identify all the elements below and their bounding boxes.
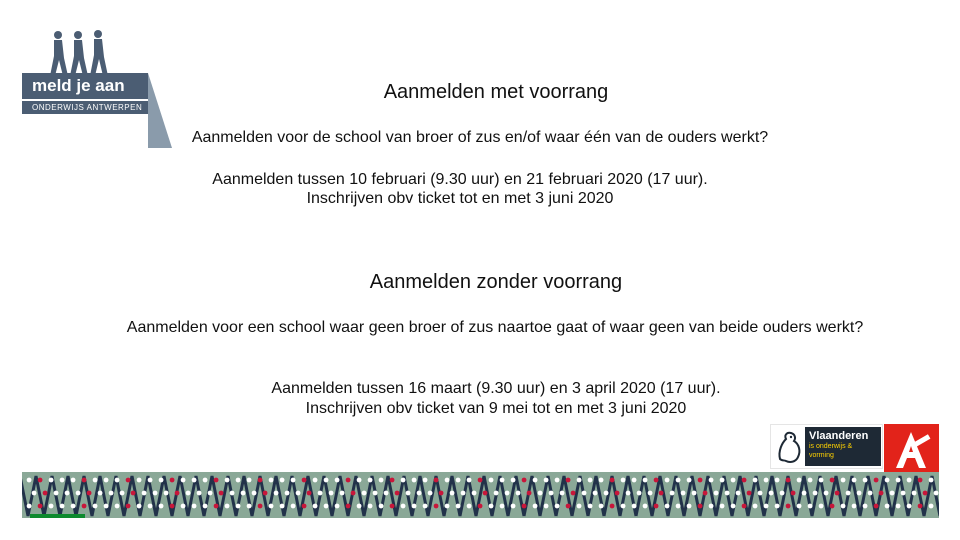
pattern-dot <box>164 491 169 496</box>
pattern-dot <box>868 491 873 496</box>
pattern-dot <box>775 504 780 509</box>
pattern-dot <box>791 491 796 496</box>
pattern-dot <box>780 491 785 496</box>
pattern-dot <box>120 491 125 496</box>
pattern-dot <box>32 491 37 496</box>
pattern-dot <box>307 491 312 496</box>
pattern-dot <box>500 478 505 483</box>
pattern-dot <box>203 504 208 509</box>
pattern-dot <box>648 491 653 496</box>
pattern-dot <box>626 491 631 496</box>
pattern-dot <box>720 478 725 483</box>
pattern-dot <box>725 491 730 496</box>
pattern-dot <box>577 478 582 483</box>
pattern-dot <box>731 478 736 483</box>
pattern-dot <box>269 478 274 483</box>
pattern-dot <box>775 478 780 483</box>
vlaanderen-text-block <box>805 427 881 466</box>
pattern-dot <box>362 491 367 496</box>
pattern-dot <box>511 478 516 483</box>
pattern-dot <box>687 504 692 509</box>
pattern-dot <box>830 504 835 509</box>
pattern-dot <box>742 478 747 483</box>
pattern-dot <box>76 491 81 496</box>
pattern-dot <box>588 504 593 509</box>
pattern-dot <box>181 504 186 509</box>
pattern-dot <box>49 504 54 509</box>
pattern-dot <box>566 504 571 509</box>
pattern-dot <box>236 478 241 483</box>
pattern-dot <box>93 478 98 483</box>
pattern-dot <box>643 504 648 509</box>
pattern-dot <box>857 491 862 496</box>
pattern-dot <box>137 504 142 509</box>
pattern-dot <box>692 491 697 496</box>
pattern-dot <box>401 504 406 509</box>
question-zonder-voorrang: Aanmelden voor een school waar geen broer of zus naartoe gaat of waar geen van beide ouders werkt? <box>126 319 864 336</box>
pattern-dot <box>340 491 345 496</box>
pattern-dot <box>665 478 670 483</box>
pattern-dot <box>588 478 593 483</box>
pattern-dot <box>494 491 499 496</box>
pattern-dot <box>170 504 175 509</box>
pattern-dot <box>368 504 373 509</box>
pattern-dot <box>170 478 175 483</box>
pattern-dot <box>192 504 197 509</box>
pattern-dot <box>610 478 615 483</box>
pattern-dot <box>186 491 191 496</box>
pattern-dot <box>406 491 411 496</box>
pattern-dot <box>412 478 417 483</box>
pattern-dot <box>379 478 384 483</box>
pattern-dot <box>467 478 472 483</box>
pattern-dot <box>654 504 659 509</box>
pattern-dot <box>797 478 802 483</box>
pattern-dot <box>456 478 461 483</box>
period-zonder-voorrang-line2: Inschrijven obv ticket van 9 mei tot en met 3 juni 2020 <box>305 400 687 417</box>
pattern-dot <box>219 491 224 496</box>
pattern-dot <box>428 491 433 496</box>
pattern-dot <box>890 491 895 496</box>
pattern-dot <box>445 504 450 509</box>
pattern-dot <box>808 478 813 483</box>
pattern-dot <box>60 478 65 483</box>
pattern-dot <box>38 478 43 483</box>
pattern-dot <box>830 478 835 483</box>
pattern-dot <box>786 478 791 483</box>
period-zonder-voorrang-line1: Aanmelden tussen 16 maart (9.30 uur) en 3 april 2020 (17 uur). <box>271 380 721 397</box>
pattern-dot <box>907 478 912 483</box>
pattern-dot <box>225 504 230 509</box>
pattern-dot <box>214 478 219 483</box>
pattern-dot <box>720 504 725 509</box>
pattern-dot <box>522 504 527 509</box>
pattern-dot <box>582 491 587 496</box>
pattern-dot <box>731 504 736 509</box>
pattern-dot <box>318 491 323 496</box>
pattern-dot <box>929 504 934 509</box>
pattern-dot <box>516 491 521 496</box>
pattern-dot <box>417 491 422 496</box>
heading-zonder-voorrang: Aanmelden zonder voorrang <box>369 271 623 293</box>
pattern-dot <box>670 491 675 496</box>
pattern-dot <box>703 491 708 496</box>
pattern-dot <box>632 504 637 509</box>
pattern-dot <box>841 478 846 483</box>
pattern-dot <box>104 504 109 509</box>
pattern-dot <box>274 491 279 496</box>
pattern-dot <box>786 504 791 509</box>
pattern-dot <box>263 491 268 496</box>
pattern-dot <box>313 478 318 483</box>
pattern-dot <box>918 504 923 509</box>
pattern-dot <box>533 504 538 509</box>
pattern-dot <box>49 478 54 483</box>
pattern-dot <box>654 478 659 483</box>
vlaanderen-tagline: is onderwijs & vorming <box>809 443 853 459</box>
pattern-dot <box>621 504 626 509</box>
pattern-dot <box>709 478 714 483</box>
pattern-dot <box>126 478 131 483</box>
pattern-dot <box>769 491 774 496</box>
pattern-dot <box>566 478 571 483</box>
pattern-dot <box>747 491 752 496</box>
pattern-dot <box>698 504 703 509</box>
pattern-dot <box>329 491 334 496</box>
pattern-dot <box>434 504 439 509</box>
pattern-dot <box>643 478 648 483</box>
logo-title: meld je aan <box>22 73 148 99</box>
pattern-dot <box>665 504 670 509</box>
pattern-dot <box>203 478 208 483</box>
antwerpen-a-icon <box>884 424 939 474</box>
pattern-dot <box>208 491 213 496</box>
pattern-dot <box>874 478 879 483</box>
pattern-dot <box>874 504 879 509</box>
pattern-dot <box>478 478 483 483</box>
flemish-lion-icon <box>774 429 804 466</box>
pattern-dot <box>148 478 153 483</box>
pattern-dot <box>555 504 560 509</box>
pattern-dot <box>687 478 692 483</box>
pattern-dot <box>923 491 928 496</box>
pattern-dot <box>384 491 389 496</box>
pattern-dot <box>555 478 560 483</box>
pattern-dot <box>456 504 461 509</box>
pattern-dot <box>285 491 290 496</box>
pattern-dot <box>54 491 59 496</box>
pattern-dot <box>852 504 857 509</box>
pattern-dot <box>379 504 384 509</box>
pattern-dot <box>709 504 714 509</box>
pattern-dot <box>544 504 549 509</box>
question-met-voorrang: Aanmelden voor de school van broer of zus en/of waar één van de ouders werkt? <box>191 129 769 146</box>
pattern-dot <box>115 504 120 509</box>
pattern-dot <box>175 491 180 496</box>
pattern-dot <box>714 491 719 496</box>
period-met-voorrang-line2: Inschrijven obv ticket tot en met 3 juni 2020 <box>306 190 614 207</box>
pattern-dot <box>758 491 763 496</box>
pattern-dot <box>225 478 230 483</box>
pattern-dot <box>764 504 769 509</box>
vlaanderen-name: Vlaanderen <box>809 430 869 442</box>
pattern-dot <box>401 478 406 483</box>
pattern-dot <box>571 491 576 496</box>
pattern-dot <box>109 491 114 496</box>
pattern-dot <box>863 478 868 483</box>
pattern-dot <box>544 478 549 483</box>
pattern-dot <box>841 504 846 509</box>
pattern-dot <box>93 504 98 509</box>
pattern-dot <box>269 504 274 509</box>
pattern-dot <box>252 491 257 496</box>
pattern-dot <box>258 504 263 509</box>
pattern-dot <box>659 491 664 496</box>
green-accent-bar <box>30 514 85 518</box>
pattern-dot <box>142 491 147 496</box>
antwerpen-a-logo <box>884 424 939 474</box>
vlaanderen-logo <box>770 424 883 469</box>
pattern-dot <box>346 478 351 483</box>
pattern-dot <box>852 478 857 483</box>
pattern-dot <box>159 478 164 483</box>
pattern-dot <box>390 504 395 509</box>
pattern-dot <box>302 478 307 483</box>
pattern-dot <box>412 504 417 509</box>
pattern-dot <box>511 504 516 509</box>
pattern-dot <box>907 504 912 509</box>
pattern-dot <box>445 478 450 483</box>
pattern-dot <box>901 491 906 496</box>
pattern-dot <box>291 478 296 483</box>
pattern-dot <box>632 478 637 483</box>
pattern-dot <box>879 491 884 496</box>
pattern-dot <box>82 478 87 483</box>
heading-met-voorrang: Aanmelden met voorrang <box>383 81 609 103</box>
pattern-dot <box>934 491 939 496</box>
pattern-dot <box>802 491 807 496</box>
pattern-dot <box>472 491 477 496</box>
pattern-dot <box>27 504 32 509</box>
pattern-dot <box>896 478 901 483</box>
pattern-dot <box>835 491 840 496</box>
pattern-dot <box>505 491 510 496</box>
pattern-dot <box>896 504 901 509</box>
pattern-dot <box>236 504 241 509</box>
pattern-dot <box>423 478 428 483</box>
pattern-dot <box>527 491 532 496</box>
pattern-dot <box>258 478 263 483</box>
pattern-dot <box>676 478 681 483</box>
pattern-dot <box>346 504 351 509</box>
pattern-dot <box>538 491 543 496</box>
walking-people-icon <box>46 30 136 78</box>
pattern-dot <box>335 478 340 483</box>
pattern-dot <box>621 478 626 483</box>
pattern-dot <box>324 478 329 483</box>
pattern-dot <box>137 478 142 483</box>
pattern-dot <box>395 491 400 496</box>
pattern-dot <box>604 491 609 496</box>
pattern-dot <box>483 491 488 496</box>
pattern-dot <box>797 504 802 509</box>
pattern-dot <box>912 491 917 496</box>
pattern-dot <box>819 478 824 483</box>
pattern-dot <box>522 478 527 483</box>
pattern-dot <box>27 478 32 483</box>
pattern-dot <box>214 504 219 509</box>
pattern-dot <box>181 478 186 483</box>
pattern-dot <box>681 491 686 496</box>
pattern-dot <box>929 478 934 483</box>
pattern-dot <box>291 504 296 509</box>
pattern-dot <box>351 491 356 496</box>
pattern-dot <box>192 478 197 483</box>
pattern-dot <box>549 491 554 496</box>
pattern-dot <box>280 478 285 483</box>
pattern-dot <box>610 504 615 509</box>
pattern-dot <box>753 504 758 509</box>
pattern-dot <box>373 491 378 496</box>
pattern-dot <box>71 504 76 509</box>
pattern-dot <box>71 478 76 483</box>
pattern-dot <box>824 491 829 496</box>
pattern-dot <box>313 504 318 509</box>
pattern-dot <box>60 504 65 509</box>
pattern-dot <box>698 478 703 483</box>
pattern-dot <box>615 491 620 496</box>
pattern-dot <box>38 504 43 509</box>
pattern-dot <box>126 504 131 509</box>
decorative-pattern-band <box>22 472 939 518</box>
pattern-dot <box>335 504 340 509</box>
pattern-dot <box>808 504 813 509</box>
pattern-dot <box>43 491 48 496</box>
pattern-dot <box>423 504 428 509</box>
pattern-dot <box>489 504 494 509</box>
pattern-dot <box>736 491 741 496</box>
pattern-dot <box>115 478 120 483</box>
meld-je-aan-logo <box>22 30 172 118</box>
period-met-voorrang-line1: Aanmelden tussen 10 februari (9.30 uur) en 21 februari 2020 (17 uur). <box>212 171 708 188</box>
pattern-dot <box>885 504 890 509</box>
pattern-dot <box>390 478 395 483</box>
pattern-dot <box>599 504 604 509</box>
pattern-dot <box>577 504 582 509</box>
pattern-dot <box>467 504 472 509</box>
pattern-dot <box>742 504 747 509</box>
pattern-dot <box>819 504 824 509</box>
pattern-dot <box>82 504 87 509</box>
pattern-dot <box>885 478 890 483</box>
pattern-dot <box>87 491 92 496</box>
pattern-dot <box>98 491 103 496</box>
pattern-dot <box>593 491 598 496</box>
pattern-dot <box>599 478 604 483</box>
pattern-dot <box>153 491 158 496</box>
pattern-dot <box>813 491 818 496</box>
pattern-dot <box>478 504 483 509</box>
pattern-dot <box>357 504 362 509</box>
pattern-dot <box>753 478 758 483</box>
pattern-dot <box>637 491 642 496</box>
pattern-dot <box>104 478 109 483</box>
pattern-dot <box>489 478 494 483</box>
pattern-dot <box>357 478 362 483</box>
pattern-dot <box>500 504 505 509</box>
pattern-dot <box>302 504 307 509</box>
pattern-dot <box>230 491 235 496</box>
pattern-dot <box>148 504 153 509</box>
pattern-dot <box>159 504 164 509</box>
pattern-dot <box>846 491 851 496</box>
pattern-dot <box>296 491 301 496</box>
pattern-dot <box>533 478 538 483</box>
pattern-dot <box>450 491 455 496</box>
pattern-dot <box>676 504 681 509</box>
pattern-dot <box>560 491 565 496</box>
pattern-dot <box>197 491 202 496</box>
pattern-dot <box>434 478 439 483</box>
pattern-dot <box>863 504 868 509</box>
pattern-dot <box>247 504 252 509</box>
pattern-dot <box>241 491 246 496</box>
pattern-dot <box>65 491 70 496</box>
pattern-dot <box>247 478 252 483</box>
pattern-dot <box>918 478 923 483</box>
pattern-dot <box>280 504 285 509</box>
pattern-dot <box>764 478 769 483</box>
logo-subtitle: ONDERWIJS ANTWERPEN <box>22 101 148 114</box>
pattern-dot <box>131 491 136 496</box>
pattern-dot <box>439 491 444 496</box>
pattern-dot <box>461 491 466 496</box>
pattern-dot <box>324 504 329 509</box>
pattern-dot <box>368 478 373 483</box>
